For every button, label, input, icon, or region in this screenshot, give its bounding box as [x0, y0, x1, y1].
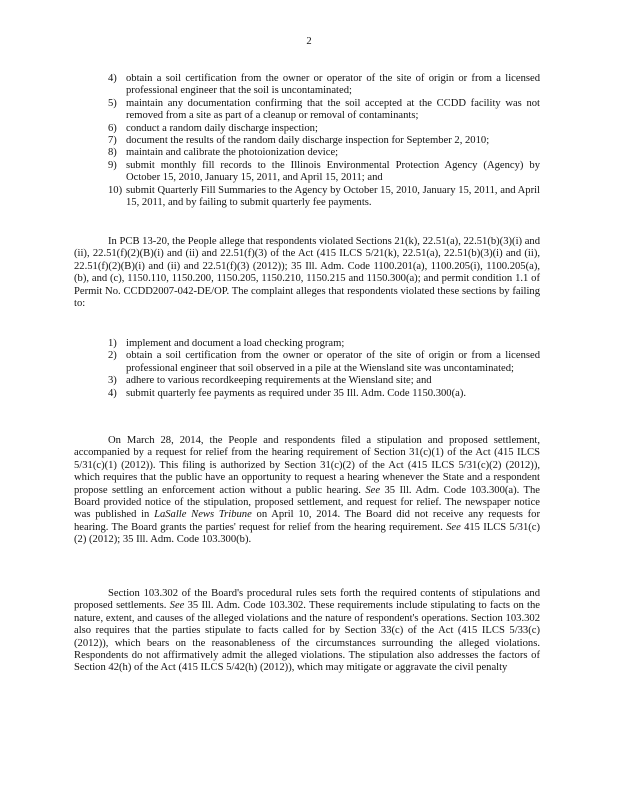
- list-item: [108, 388, 540, 400]
- paragraph-text: 35 Ill. Adm. Code 103.302. These requirements include stipulating to facts on the nature, extent, and causes of the alleged violations and the nature of respondent's operations. Section 103.302 also requires that the parties stipulate to facts called for by Section 33(c) of the Act (415 ILCS 5/33(c) (2012)), which bears on the reasonableness of the circumstances surrounding the alleged violations. Respondents do not affirmatively admit the alleged violations. The stipulation also addresses the factors of Section 42(h) of the Act (415 ILCS 5/42(h) (2012)), which may mitigate or aggravate the civil penalty: [74, 600, 541, 674]
- list-item-text: maintain any documentation confirming that the soil accepted at the CCDD facility was not removed from a site as part of a cleanup or removal of contaminants;: [126, 97, 540, 122]
- list-item: [108, 135, 540, 147]
- list-item: [108, 185, 540, 210]
- list-item-number: 7): [108, 135, 117, 147]
- paragraph-stipulation-filing: [74, 435, 540, 547]
- list-item-number: 10): [108, 184, 123, 196]
- paragraph-pcb-13-20: [74, 236, 540, 310]
- list-item: [108, 73, 540, 98]
- list-item-text: document the results of the random daily discharge inspection for September 2, 2010;: [126, 135, 490, 147]
- list-item-text: implement and document a load checking program;: [126, 338, 345, 349]
- list-item-text: maintain and calibrate the photoionization device;: [126, 147, 339, 159]
- citation-signal: See: [365, 484, 381, 496]
- paragraph-text: 415 ILCS 5/31(c)(2) (2012); 35 Ill. Adm. Code 103.300(b).: [74, 521, 540, 546]
- list-item-text: adhere to various recordkeeping requirements at the Wiensland site; and: [126, 375, 432, 387]
- list-item-text: submit monthly fill records to the Illinois Environmental Protection Agency (Agency) by October 15, 2010, January 15, 2011, and April 15, 2011; and: [126, 159, 540, 184]
- list-item-text: conduct a random daily discharge inspection;: [126, 122, 318, 134]
- list-item: [108, 350, 540, 375]
- list-item: [108, 98, 540, 123]
- list-item: [108, 160, 540, 185]
- citation-signal: See: [446, 521, 461, 533]
- paragraph-text: In PCB 13-20, the People allege that respondents violated Sections 21(k), 22.51(a), 22.51(b)(3)(i) and (ii), 22.51(f)(2)(B)(i) and (ii) and 22.51(f)(3) of the Act (415 ILCS 5/21(k), 22.51(a), 22.51(b)(3)(i) and (ii), 22.51(f)(2)(B)(i) and (ii) and 22.51(f)(3) (2012)); 35 Ill. Adm. Code 1100.201(a), 1100.205(i), 1100.205(a),(b), and (c), 1150.110, 1150.200, 1150.205, 1150.210, 1150.215 and 1150.300(a); and permit condition 1.1 of Permit No. CCDD2007-042-DE/OP. The complaint alleges that respondents violated these sections by failing to:: [74, 236, 540, 310]
- list-item-number: 1): [108, 338, 117, 349]
- paragraph-section-103-302: [74, 588, 540, 675]
- list-item-number: 4): [108, 73, 117, 84]
- paragraph-text: Section 103.302 of the Board's procedural rules sets forth the required contents of stipulations and proposed settlements.: [74, 588, 540, 612]
- page-number: 2: [306, 36, 312, 47]
- paragraph-text: on April 10, 2014. The Board did not receive any requests for hearing. The Board grants the parties' request for relief from the hearing requirement.: [74, 509, 540, 533]
- list-item: [108, 338, 540, 350]
- list-item: [108, 375, 540, 387]
- list-item-number: 4): [108, 387, 117, 399]
- list-item-number: 2): [108, 350, 117, 362]
- citation-signal: See: [169, 600, 185, 612]
- list-item: [108, 123, 540, 135]
- list-item-number: 6): [108, 122, 117, 134]
- violations-list-1: [108, 73, 540, 209]
- list-item-text: obtain a soil certification from the owner or operator of the site of origin or from a licensed professional engineer that the soil is uncontaminated;: [126, 73, 540, 97]
- list-item-text: submit Quarterly Fill Summaries to the Agency by October 15, 2010, January 15, 2011, and April 15, 2011, and by failing to submit quarterly fee payments.: [126, 184, 540, 209]
- list-item-text: obtain a soil certification from the owner or operator of the site of origin or from a licensed professional engineer that soil observed in a pile at the Wiensland site was uncontaminated;: [126, 350, 540, 374]
- list-item-number: 3): [108, 375, 117, 387]
- list-item-text: submit quarterly fee payments as required under 35 Ill. Adm. Code 1150.300(a).: [126, 387, 466, 399]
- list-item-number: 5): [108, 97, 117, 109]
- list-item-number: 8): [108, 147, 117, 159]
- paragraph-text: On March 28, 2014, the People and respondents filed a stipulation and proposed settlement, accompanied by a request for relief from the hearing requirement of Section 31(c)(1) of the Act (415 ILCS 5/31(c)(1) (2012)). This filing is authorized by Section 31(c)(2) of the Act (415 ILCS 5/31(c)(2) (2012)), which requires that the public have an opportunity to request a hearing whenever the State and a respondent propose settling an enforcement action without a public hearing.: [74, 435, 540, 496]
- newspaper-name: LaSalle News Tribune: [154, 509, 252, 521]
- list-item-number: 9): [108, 159, 117, 171]
- list-item: [108, 147, 540, 159]
- paragraph-text: 35 Ill. Adm. Code 103.300(a). The Board provided notice of the stipulation, proposed settlement, and request for relief. The newspaper notice was published in: [74, 484, 540, 521]
- violations-list-2: [108, 338, 540, 400]
